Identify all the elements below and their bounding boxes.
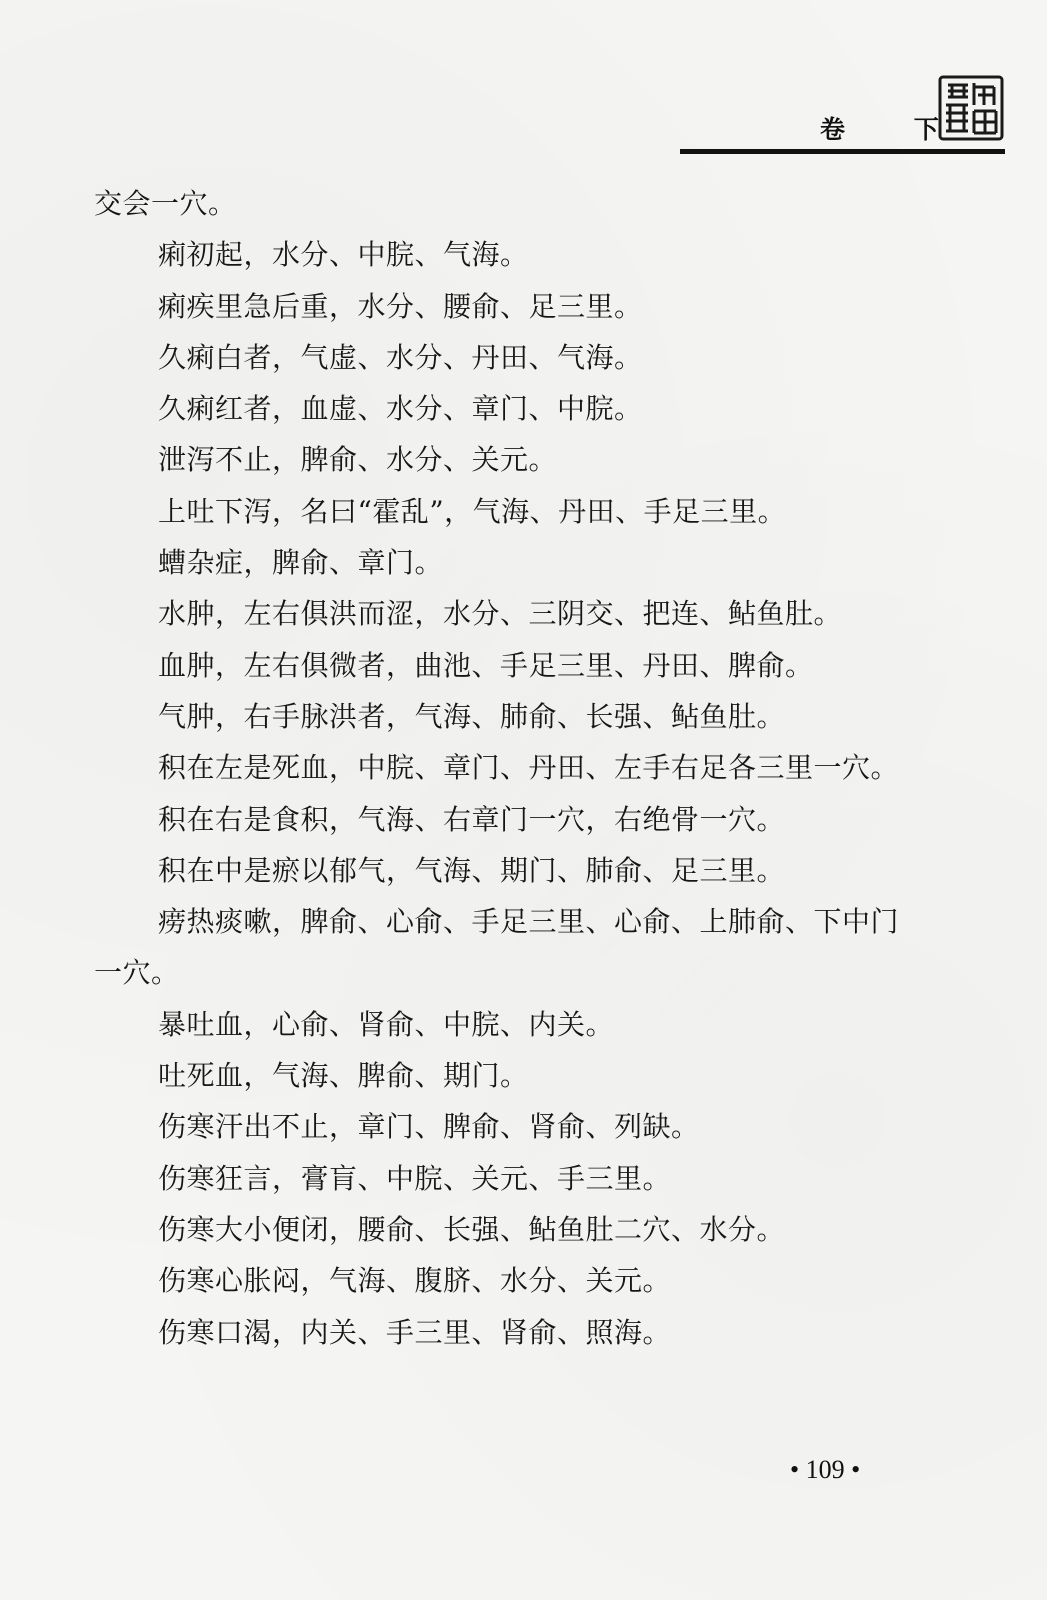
text-line: 积在右是食积，气海、右章门一穴，右绝骨一穴。 (158, 802, 786, 836)
text-line: 暴吐血，心俞、肾俞、中脘、内关。 (158, 1007, 615, 1041)
text-line: 吐死血，气海、脾俞、期门。 (158, 1059, 529, 1093)
text-line: 伤寒汗出不止，章门、脾俞、肾俞、列缺。 (158, 1110, 700, 1144)
text-line: 伤寒大小便闭，腰俞、长强、鲇鱼肚二穴、水分。 (158, 1212, 786, 1246)
text-line: 泄泻不止，脾俞、水分、关元。 (158, 443, 558, 477)
running-header-title: 卷 下 (820, 115, 969, 144)
text-line: 交会一穴。 (94, 187, 237, 220)
text-line: 伤寒口渴，内关、手三里、肾俞、照海。 (158, 1315, 672, 1349)
text-line: 痢初起，水分、中脘、气海。 (158, 238, 529, 272)
text-line: 一穴。 (94, 956, 180, 990)
text-line: 螬杂症，脾俞、章门。 (158, 546, 444, 580)
body-text (94, 178, 934, 1358)
seal-stamp-icon (938, 75, 1004, 141)
text-line: 积在左是死血，中脘、章门、丹田、左手右足各三里一穴。 (158, 751, 900, 785)
text-line: 积在中是瘀以郁气，气海、期门、肺俞、足三里。 (158, 853, 786, 887)
text-line: 痢疾里急后重，水分、腰俞、足三里。 (158, 289, 643, 323)
header-rule (680, 149, 1005, 154)
text-line: 上吐下泻，名曰“霍乱”，气海、丹田、手足三里。 (158, 494, 787, 528)
text-line: 久痢红者，血虚、水分、章门、中脘。 (158, 392, 643, 426)
text-line: 痨热痰嗽，脾俞、心俞、手足三里、心俞、上肺俞、下中门 (158, 905, 900, 939)
page-number: • 109 • (790, 1455, 861, 1484)
text-line: 水肿，左右俱洪而涩，水分、三阴交、把连、鲇鱼肚。 (158, 597, 843, 631)
text-line: 伤寒狂言，膏肓、中脘、关元、手三里。 (158, 1161, 672, 1195)
text-line: 血肿，左右俱微者，曲池、手足三里、丹田、脾俞。 (158, 648, 814, 682)
text-line: 久痢白者，气虚、水分、丹田、气海。 (158, 340, 643, 374)
text-line: 气肿，右手脉洪者，气海、肺俞、长强、鲇鱼肚。 (158, 699, 786, 733)
text-line: 伤寒心胀闷，气海、腹脐、水分、关元。 (158, 1264, 672, 1298)
